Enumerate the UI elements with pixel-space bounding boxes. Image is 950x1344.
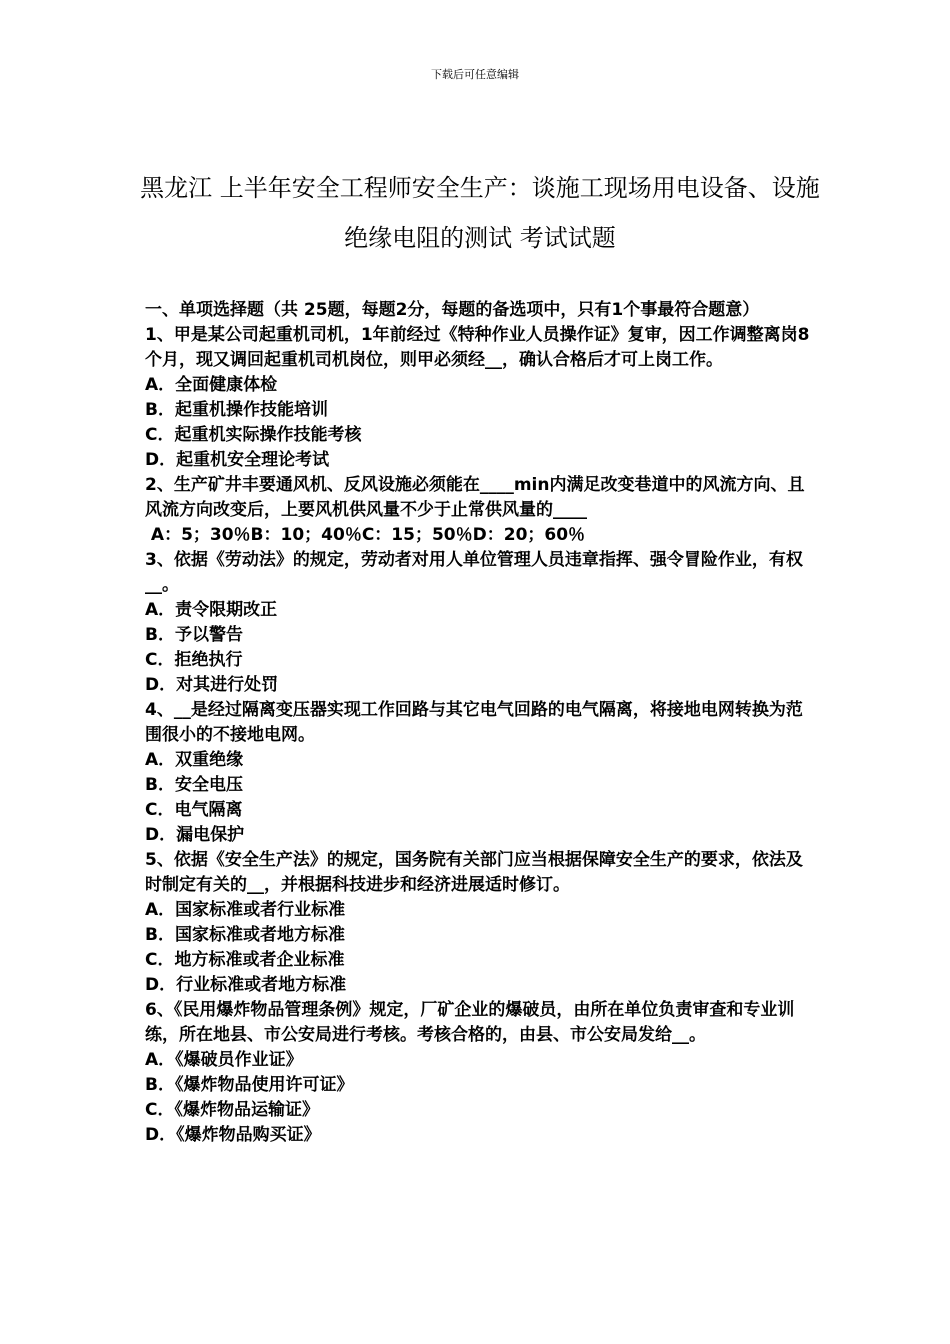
- option-d: D．对其进行处罚: [145, 675, 279, 695]
- option-a: A．全面健康体检: [145, 375, 278, 395]
- question-stem: 4、__是经过隔离变压器实现工作回路与其它电气回路的电气隔离，将接地电网转换为范围很小的不接地电网。: [145, 700, 803, 745]
- question-3: [145, 548, 813, 698]
- question-1: [145, 323, 813, 473]
- section-heading: 一、单项选择题（共 25题，每题2分，每题的备选项中，只有1个事最符合题意）: [145, 300, 760, 320]
- option-c: C．起重机实际操作技能考核: [145, 425, 362, 445]
- option-d: D．《爆炸物品购买证》: [145, 1125, 321, 1145]
- question-4: [145, 698, 813, 848]
- option-b: B．《爆炸物品使用许可证》: [145, 1075, 354, 1095]
- option-d: D．漏电保护: [145, 825, 245, 845]
- question-5: [145, 848, 813, 998]
- option-c: C．《爆炸物品运输证》: [145, 1100, 319, 1120]
- header-note: 下载后可任意编辑: [431, 68, 519, 81]
- option-b: B．安全电压: [145, 775, 243, 795]
- exam-content: [145, 298, 813, 1148]
- option-b: B．予以警告: [145, 625, 243, 645]
- question-stem: 1、甲是某公司起重机司机，1年前经过《特种作业人员操作证》复审，因工作调整离岗8个月，现又调回起重机司机岗位，则甲必须经__，确认合格后才可上岗工作。: [145, 325, 810, 370]
- option-b: B．起重机操作技能培训: [145, 400, 328, 420]
- option-a: A．国家标准或者行业标准: [145, 900, 346, 920]
- option-c: C．拒绝执行: [145, 650, 243, 670]
- question-stem: 2、生产矿井丰要通风机、反风设施必须能在____min内满足改变巷道中的风流方向、且风流方向改变后，上要风机供风量不少于止常供风量的____: [145, 475, 805, 520]
- option-a: A．责令限期改正: [145, 600, 278, 620]
- document-title: 黑龙江 上半年安全工程师安全生产：谈施工现场用电设备、设施绝缘电阻的测试 考试试题: [140, 174, 820, 253]
- question-stem: 3、依据《劳动法》的规定，劳动者对用人单位管理人员违章指挥、强令冒险作业，有权__。: [145, 550, 803, 595]
- question-2: [145, 473, 813, 548]
- option-a: A．《爆破员作业证》: [145, 1050, 303, 1070]
- question-6: [145, 998, 813, 1148]
- question-stem: 6、《民用爆炸物品管理条例》规定，厂矿企业的爆破员，由所在单位负责审查和专业训练，所在地县、市公安局进行考核。考核合格的，由县、市公安局发给__。: [145, 1000, 795, 1045]
- option-b: B．国家标准或者地方标准: [145, 925, 345, 945]
- option-c: C．电气隔离: [145, 800, 243, 820]
- option-line: A：5；30％B：10；40％C：15；50％D：20；60％: [145, 525, 586, 545]
- option-d: D．起重机安全理论考试: [145, 450, 330, 470]
- option-d: D．行业标准或者地方标准: [145, 975, 347, 995]
- option-a: A．双重绝缘: [145, 750, 244, 770]
- option-c: C．地方标准或者企业标准: [145, 950, 345, 970]
- question-stem: 5、依据《安全生产法》的规定，国务院有关部门应当根据保障安全生产的要求，依法及时制定有关的__，并根据科技进步和经济进展适时修订。: [145, 850, 803, 895]
